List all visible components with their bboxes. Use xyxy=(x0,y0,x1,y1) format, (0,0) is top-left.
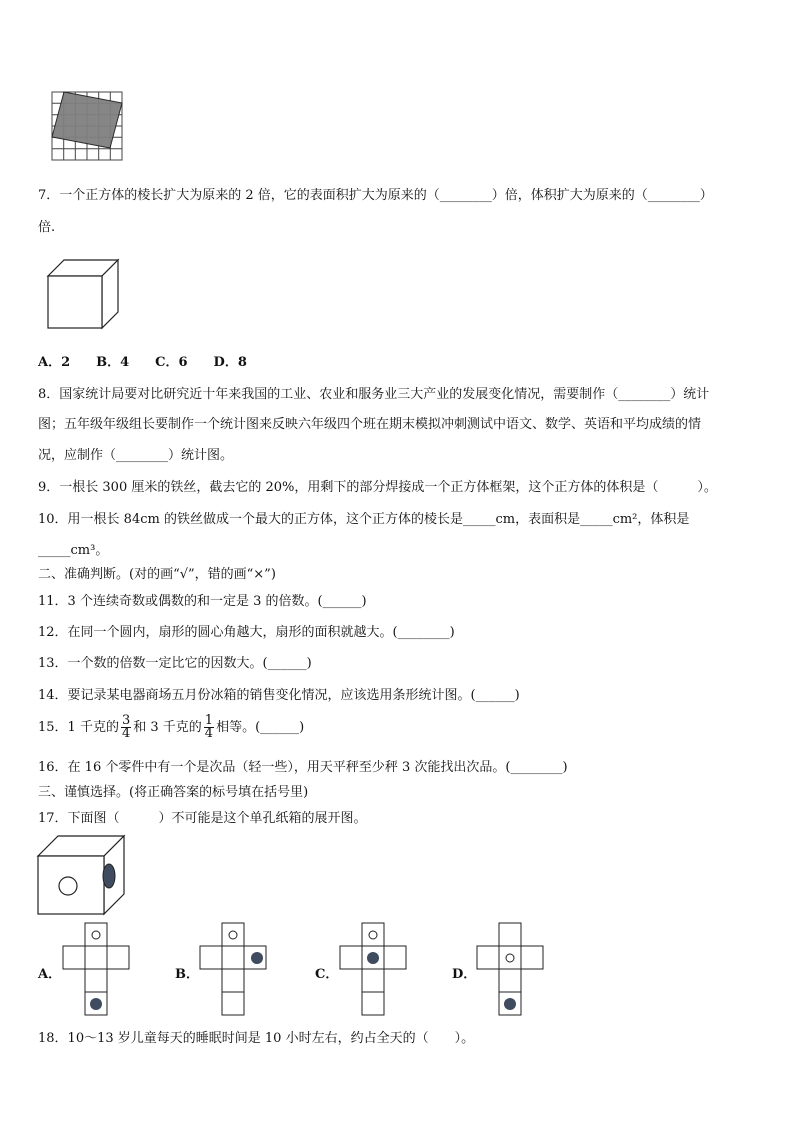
q13: 13．一个数的倍数一定比它的因数大。(______) xyxy=(38,656,312,671)
fraction-one-quarter: $\frac{1}{4}$ xyxy=(204,713,214,741)
option-c-net[interactable] xyxy=(339,922,419,1016)
q15 xyxy=(38,714,304,742)
q8-line2: 图；五年级年级组长要制作一个统计图来反映六年级四个班在期末模拟冲刺测试中语文、数学、英语和平均成绩的情 xyxy=(38,417,702,432)
q18: 18．10～13 岁儿童每天的睡眠时间是 10 小时左右，约占全天的（ ）。 xyxy=(38,1031,475,1046)
q16: 16．在 16 个零件中有一个是次品（轻一些），用天平秤至少秤 3 次能找出次品。(________) xyxy=(38,760,568,775)
q7-line1: 7．一个正方体的棱长扩大为原来的 2 倍，它的表面积扩大为原来的（________）倍，体积扩大为原来的（________） xyxy=(38,188,713,203)
q12: 12．在同一个圆内，扇形的圆心角越大，扇形的面积就越大。(________) xyxy=(38,625,455,640)
option-a-label[interactable]: A． xyxy=(38,967,62,982)
fraction-three-quarters: $\frac{3}{4}$ xyxy=(121,713,131,741)
q15-suffix: 相等。(______) xyxy=(216,720,305,735)
option-d-label[interactable]: D． xyxy=(452,967,477,982)
q10-line2: _____cm³。 xyxy=(38,543,109,558)
q9: 9．一根长 300 厘米的铁丝，截去它的 20%，用剩下的部分焊接成一个正方体框架，这个正方体的体积是（ ）。 xyxy=(38,480,717,495)
q17: 17．下面图（ ）不可能是这个单孔纸箱的展开图。 xyxy=(38,811,367,826)
option-a-net[interactable] xyxy=(62,922,142,1016)
q14: 14．要记录某电器商场五月份冰箱的销售变化情况，应该选用条形统计图。(______) xyxy=(38,688,520,703)
option-b-net[interactable] xyxy=(199,922,279,1016)
q7-options: A．2 B．4 C．6 D．8 xyxy=(38,355,247,370)
q15-prefix: 15．1 千克的 xyxy=(38,720,119,735)
section3-heading: 三、谨慎选择。(将正确答案的标号填在括号里) xyxy=(38,785,309,800)
option-c-label[interactable]: C． xyxy=(315,967,339,982)
q8-line3: 况，应制作（________）统计图。 xyxy=(38,448,234,463)
q15-mid: 和 3 千克的 xyxy=(133,720,202,735)
option-b-label[interactable]: B． xyxy=(175,967,199,982)
option-d-net[interactable] xyxy=(476,922,556,1016)
cube-figure xyxy=(48,260,120,330)
grid-tilted-square-figure xyxy=(52,92,124,162)
q7-line2: 倍. xyxy=(38,220,56,235)
q8-line1: 8．国家统计局要对比研究近十年来我国的工业、农业和服务业三大产业的发展变化情况，需要制作（________）统计 xyxy=(38,387,710,402)
section2-heading: 二、准确判断。(对的画“√”，错的画“×”) xyxy=(38,567,276,582)
q11: 11．3 个连续奇数或偶数的和一定是 3 的倍数。(______) xyxy=(38,594,367,609)
q10-line1: 10．用一根长 84cm 的铁丝做成一个最大的正方体，这个正方体的棱长是_____cm，表面积是_____cm²，体积是 xyxy=(38,512,690,527)
box-with-hole-figure xyxy=(38,836,126,916)
